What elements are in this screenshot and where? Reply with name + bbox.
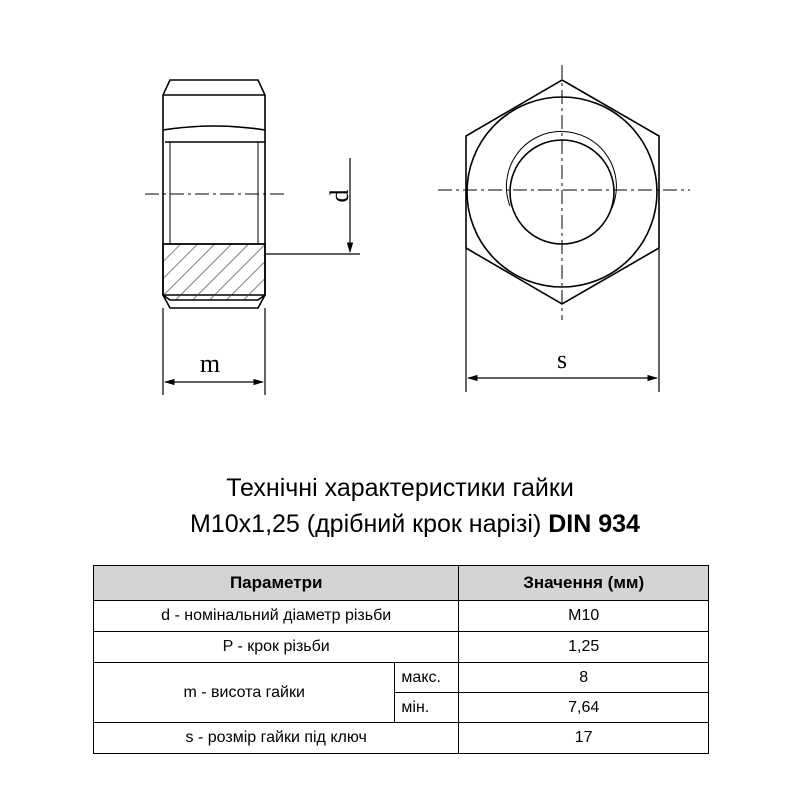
row-param: m - висота гайки [94,663,395,723]
dimension-d [265,158,360,254]
spec-title-line2 [0,506,800,542]
table-row [94,601,709,632]
row-param: s - розмір гайки під ключ [94,723,459,754]
row-subparam-min: мін. [395,693,459,723]
row-value: 1,25 [459,632,709,663]
table-row [94,632,709,663]
dimension-s-label: s [556,345,568,374]
spec-table [93,565,709,754]
dimension-m-label: m [199,349,221,378]
row-value: 17 [459,723,709,754]
row-value: M10 [459,601,709,632]
row-subparam-max: макс. [395,663,459,693]
row-param: P - крок різьби [94,632,459,663]
table-header-row [94,566,709,601]
nut-side-view [145,80,285,308]
spec-title-standard: DIN 934 [548,510,640,538]
header-values: Значення (мм) [459,566,709,601]
spec-title-line1: Технічні характеристики гайки [226,474,574,502]
table-row [94,663,709,693]
row-value: 7,64 [459,693,709,723]
spec-title-designation: M10x1,25 (дрібний крок нарізі) [190,510,549,538]
nut-front-view [438,65,690,320]
table-row [94,723,709,754]
header-parameters: Параметри [94,566,459,601]
row-param: d - номінальний діаметр різьби [94,601,459,632]
row-value: 8 [459,663,709,693]
dimension-d-label: d [325,189,354,203]
spec-title [0,470,800,542]
